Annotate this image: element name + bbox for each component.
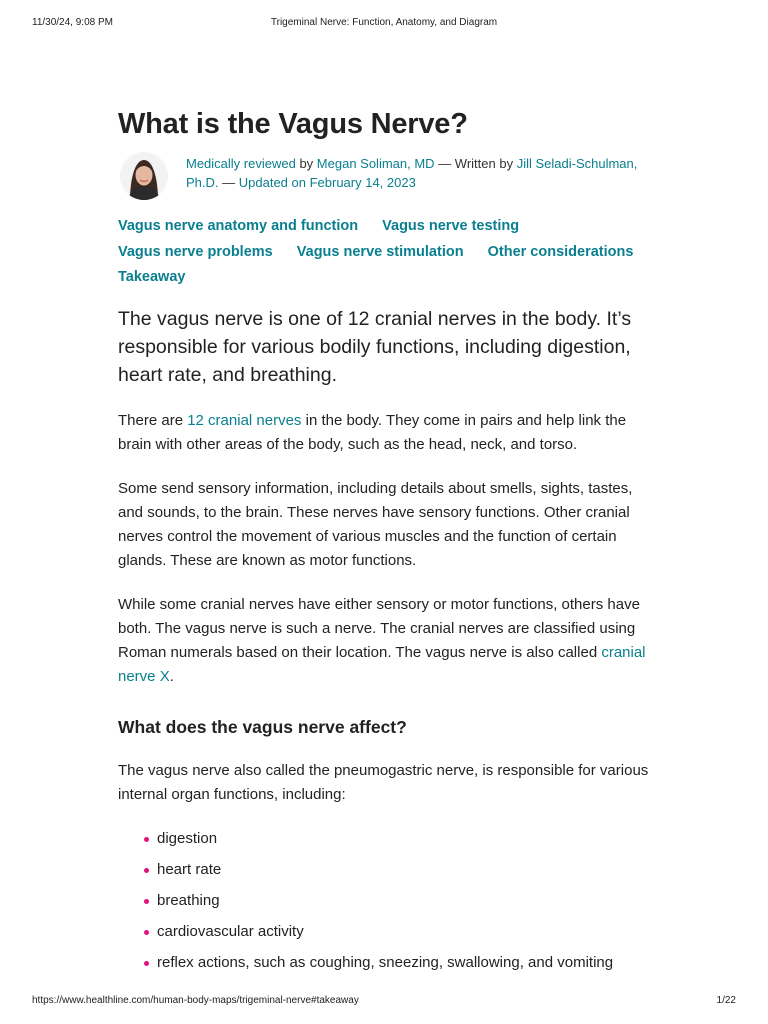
print-doc-title: Trigeminal Nerve: Function, Anatomy, and Diagram (270, 17, 498, 28)
bullet-dot-icon (144, 961, 149, 966)
table-of-contents (118, 214, 658, 291)
list-item-text: reflex actions, such as coughing, sneezing, swallowing, and vomiting (157, 953, 614, 971)
toc-row (118, 240, 658, 266)
paragraph-text: There are (118, 411, 188, 429)
bullet-dot-icon (144, 837, 149, 842)
byline-separator: — (218, 175, 239, 190)
section-heading: What does the vagus nerve affect? (118, 716, 407, 737)
print-page-number: 1/22 (716, 995, 736, 1006)
function-list (118, 827, 658, 975)
bullet-dot-icon (144, 868, 149, 873)
bullet-dot-icon (144, 930, 149, 935)
print-footer (32, 995, 736, 1009)
updated-link[interactable]: Updated on February 14, 2023 (238, 175, 416, 190)
author-avatar-illustration (120, 152, 168, 200)
list-item (138, 920, 658, 944)
toc-row (118, 214, 658, 240)
list-item-text: cardiovascular activity (157, 922, 304, 940)
bullet-dot-icon (144, 899, 149, 904)
article (118, 104, 658, 982)
toc-link-other-considerations[interactable]: Other considerations (487, 243, 634, 260)
paragraph-classification (118, 593, 658, 689)
toc-row (118, 265, 658, 291)
list-item (138, 889, 658, 913)
paragraph-sensory-motor: Some send sensory information, including details about smells, sights, tastes, and sounds, to the brain. These nerves have sensory functions. Other cranial nerves control the movement of various muscles and the function of certain glands. These are known as motor functions. (118, 479, 633, 569)
cranial-nerve-x-link[interactable]: cranial nerve X (118, 643, 646, 685)
paragraph-functions-intro: The vagus nerve also called the pneumogastric nerve, is responsible for various internal organ functions, including: (118, 761, 649, 803)
byline-written-by: — Written by (434, 156, 517, 171)
byline-by: by (295, 156, 317, 171)
page-title: What is the Vagus Nerve? (118, 108, 468, 140)
cranial-nerves-link[interactable]: 12 cranial nerves (187, 411, 302, 429)
list-item-text: digestion (157, 829, 218, 847)
lede-paragraph: The vagus nerve is one of 12 cranial nerves in the body. It’s responsible for various bodily functions, including digestion, heart rate, and breathing. (118, 307, 632, 386)
reviewer-link[interactable]: Megan Soliman, MD (316, 156, 435, 171)
toc-link-stimulation[interactable]: Vagus nerve stimulation (296, 243, 464, 260)
print-header (32, 17, 736, 31)
list-item-text: heart rate (157, 860, 222, 878)
paragraph-text: While some cranial nerves have either sensory or motor functions, others have both. The vagus nerve is such a nerve. The cranial nerves are classified using Roman numerals based on their location. The vagus nerve is also called (118, 595, 640, 661)
list-item (138, 858, 658, 882)
print-url: https://www.healthline.com/human-body-maps/trigeminal-nerve#takeaway (32, 995, 359, 1006)
author-avatar (120, 152, 168, 200)
author-link[interactable]: Jill Seladi-Schulman, Ph.D. (186, 156, 638, 190)
list-item (138, 951, 658, 975)
list-item (138, 827, 658, 851)
medically-reviewed-link[interactable]: Medically reviewed (186, 156, 296, 171)
paragraph-text: . (169, 667, 174, 685)
byline (118, 152, 658, 212)
list-item-text: breathing (157, 891, 220, 909)
paragraph-cranial-nerves (118, 409, 658, 457)
toc-link-anatomy-function[interactable]: Vagus nerve anatomy and function (118, 218, 359, 234)
toc-link-testing[interactable]: Vagus nerve testing (382, 218, 520, 234)
toc-link-problems[interactable]: Vagus nerve problems (118, 243, 273, 260)
paragraph-text: in the body. They come in pairs and help link the brain with other areas of the body, such as the head, neck, and torso. (118, 411, 627, 453)
toc-link-takeaway[interactable]: Takeaway (118, 269, 186, 285)
byline-text (186, 154, 654, 192)
print-datetime: 11/30/24, 9:08 PM (32, 17, 113, 28)
